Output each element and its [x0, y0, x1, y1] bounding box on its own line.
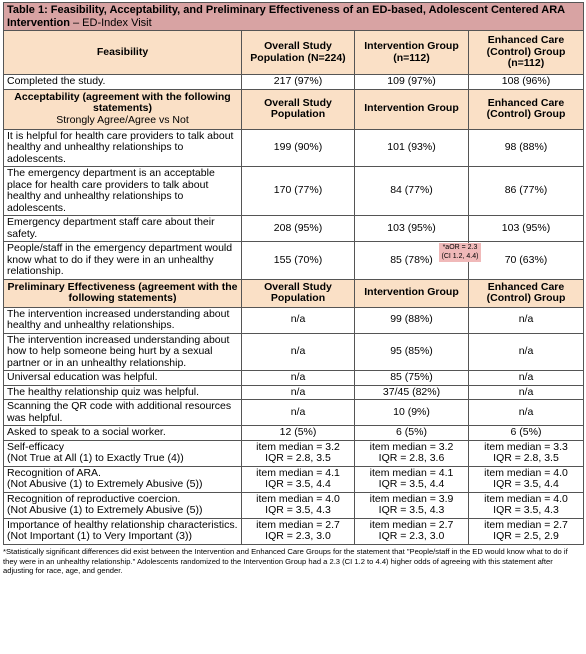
row-label: Emergency department staff care about their safety.: [4, 216, 242, 242]
control-value: 108 (96%): [469, 75, 584, 90]
overall-value: 170 (77%): [242, 167, 355, 216]
control-value: n/a: [469, 400, 584, 426]
control-value-cell: [441, 242, 584, 280]
overall-value: 217 (97%): [242, 75, 355, 90]
control-value: 86 (77%): [469, 167, 584, 216]
scale-label: Recognition of ARA. (Not Abusive (1) to Extremely Abusive (5)): [4, 466, 242, 492]
intervention-value: 85 (75%): [355, 371, 469, 386]
row-label: It is helpful for health care providers to talk about healthy and unhealthy relationships to adolescents.: [4, 129, 242, 167]
intervention-value: item median = 2.7 IQR = 2.3, 3.0: [355, 518, 469, 544]
row-label: Asked to speak to a social worker.: [4, 426, 242, 441]
intervention-column-header: Intervention Group (n=112): [355, 31, 469, 75]
table-row: [4, 400, 584, 426]
table-footnote: *Statistically significant differences did exist between the Intervention and Enhanced Care Groups for the statement that "People/staff in the ED would know what to do if they were in an unhealthy relationship." Adolescents randomized to the Intervention Group had a 2.3 (CI 1.2 to 4.4) higher odds of agreeing with this statement after adjusting for race, age, and gender.: [3, 547, 568, 576]
intervention-value: 95 (85%): [355, 333, 469, 371]
control-value: n/a: [469, 333, 584, 371]
intervention-value: 10 (9%): [355, 400, 469, 426]
feasibility-header-row: [4, 31, 584, 75]
overall-column-header: Overall Study Population (N=224): [242, 31, 355, 75]
overall-value: n/a: [242, 385, 355, 400]
intervention-value: 103 (95%): [355, 216, 469, 242]
table-row: [4, 385, 584, 400]
intervention-value: 6 (5%): [355, 426, 469, 441]
overall-value: 199 (90%): [242, 129, 355, 167]
overall-value: n/a: [242, 400, 355, 426]
control-column-header: Enhanced Care (Control) Group: [469, 89, 584, 129]
row-label: Scanning the QR code with additional resources was helpful.: [4, 400, 242, 426]
row-label: People/staff in the emergency department would know what to do if they were in an unhealthy relationship.: [4, 242, 242, 280]
overall-value: n/a: [242, 333, 355, 371]
control-value: 98 (88%): [469, 129, 584, 167]
control-value: 6 (5%): [469, 426, 584, 441]
control-value: n/a: [469, 371, 584, 386]
intervention-column-header: Intervention Group: [355, 279, 469, 307]
control-column-header: Enhanced Care (Control) Group: [469, 279, 584, 307]
table-row: [4, 466, 584, 492]
control-value: item median = 4.0 IQR = 3.5, 4.4: [469, 466, 584, 492]
overall-value: 12 (5%): [242, 426, 355, 441]
table-row: [4, 242, 584, 280]
overall-value: n/a: [242, 307, 355, 333]
control-value: item median = 2.7 IQR = 2.5, 2.9: [469, 518, 584, 544]
intervention-value: 109 (97%): [355, 75, 469, 90]
overall-column-header: Overall Study Population: [242, 279, 355, 307]
intervention-value: 37/45 (82%): [355, 385, 469, 400]
row-label: The healthy relationship quiz was helpful.: [4, 385, 242, 400]
acceptability-header-row: [4, 89, 584, 129]
row-label: The intervention increased understanding about how to help someone being hurt by a sexual partner or in an unhealthy relationship.: [4, 333, 242, 371]
control-value: 70 (63%): [504, 253, 548, 266]
table-row: [4, 333, 584, 371]
table-row: [4, 371, 584, 386]
table-row: [4, 129, 584, 167]
intervention-value: 101 (93%): [355, 129, 469, 167]
acceptability-subheader: Strongly Agree/Agree vs Not: [56, 113, 189, 126]
overall-value: item median = 4.1 IQR = 3.5, 4.4: [242, 466, 355, 492]
intervention-column-header: Intervention Group: [355, 89, 469, 129]
overall-value: item median = 3.2 IQR = 2.8, 3.5: [242, 440, 355, 466]
table-title-row: [4, 3, 584, 31]
row-label: The intervention increased understanding about healthy and unhealthy relationships.: [4, 307, 242, 333]
row-label: The emergency department is an acceptable place for health care providers to talk about healthy and unhealthy relationships to adolescents.: [4, 167, 242, 216]
control-value: item median = 3.3 IQR = 2.8, 3.5: [469, 440, 584, 466]
overall-value: 155 (70%): [242, 242, 355, 280]
intervention-value: 84 (77%): [355, 167, 469, 216]
control-value: n/a: [469, 307, 584, 333]
control-column-header: Enhanced Care (Control) Group (n=112): [469, 31, 584, 75]
overall-value: 208 (95%): [242, 216, 355, 242]
intervention-value: 85 (78%): [355, 242, 469, 280]
control-value: 103 (95%): [469, 216, 584, 242]
table-row: [4, 440, 584, 466]
table-row: [4, 307, 584, 333]
table-row: [4, 167, 584, 216]
row-label: Completed the study.: [4, 75, 242, 90]
scale-label: Recognition of reproductive coercion. (Not Abusive (1) to Extremely Abusive (5)): [4, 492, 242, 518]
aor-note-badge: *aOR = 2.3 (CI 1.2, 4.4): [439, 243, 481, 262]
overall-column-header: Overall Study Population: [242, 89, 355, 129]
intervention-value: 99 (88%): [355, 307, 469, 333]
table-row: [4, 518, 584, 544]
intervention-value: item median = 4.1 IQR = 3.5, 4.4: [355, 466, 469, 492]
effectiveness-header: Preliminary Effectiveness (agreement with the following statements): [4, 279, 242, 307]
control-value: n/a: [469, 385, 584, 400]
row-label: Universal education was helpful.: [4, 371, 242, 386]
table-row: [4, 216, 584, 242]
intervention-value: item median = 3.9 IQR = 3.5, 4.3: [355, 492, 469, 518]
results-table: [3, 2, 584, 545]
scale-label: Self-efficacy (Not True at All (1) to Exactly True (4)): [4, 440, 242, 466]
overall-value: item median = 4.0 IQR = 3.5, 4.3: [242, 492, 355, 518]
acceptability-header: Acceptability (agreement with the following statements) Strongly Agree/Agree vs Not: [4, 89, 242, 129]
overall-value: n/a: [242, 371, 355, 386]
table-title: Table 1: Feasibility, Acceptability, and Preliminary Effectiveness of an ED-based, Adolescent Centered ARA Intervention – ED-Index Visit: [4, 3, 584, 31]
control-value: item median = 4.0 IQR = 3.5, 4.3: [469, 492, 584, 518]
table-row: [4, 75, 584, 90]
table-row: [4, 492, 584, 518]
overall-value: item median = 2.7 IQR = 2.3, 3.0: [242, 518, 355, 544]
scale-label: Importance of healthy relationship characteristics. (Not Important (1) to Very Important (3)): [4, 518, 242, 544]
table-row: [4, 426, 584, 441]
intervention-value: item median = 3.2 IQR = 2.8, 3.6: [355, 440, 469, 466]
effectiveness-header-row: [4, 279, 584, 307]
feasibility-header: Feasibility: [4, 31, 242, 75]
